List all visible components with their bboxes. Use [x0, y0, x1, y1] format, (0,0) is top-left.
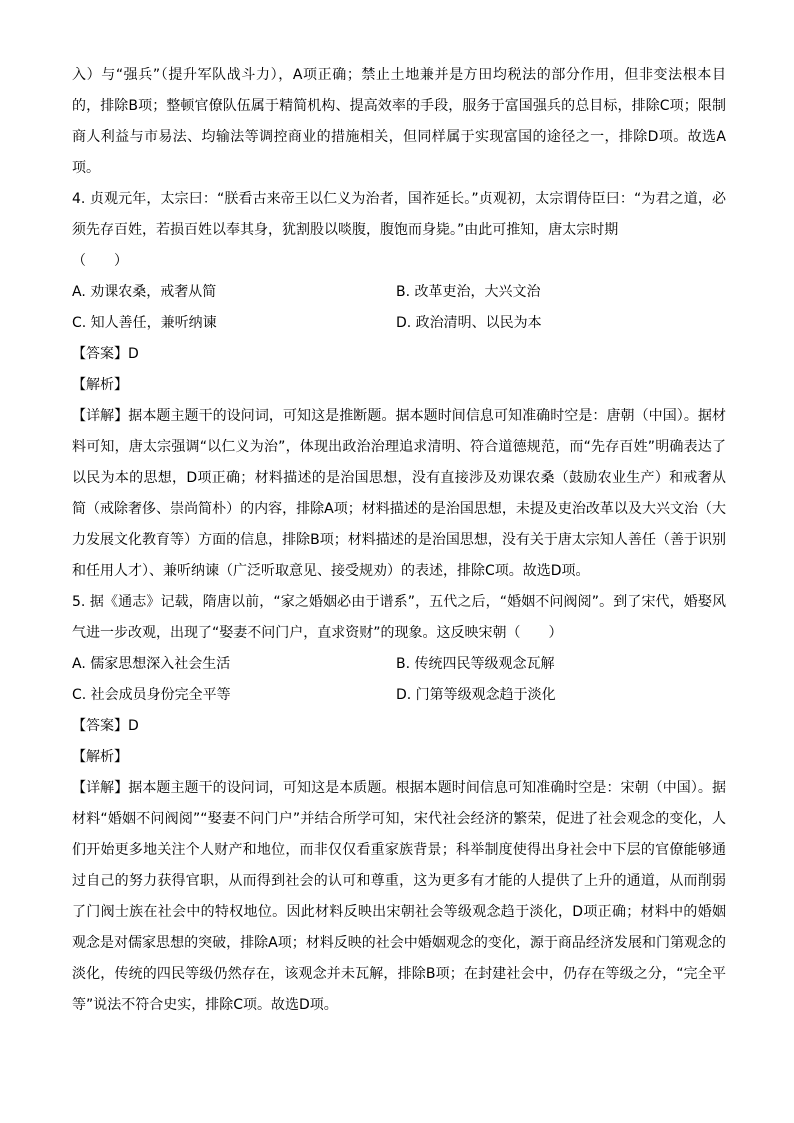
question-5-detail	[72, 773, 726, 1021]
question-5-analysis-label: 【解析】	[72, 749, 128, 765]
detail-text: 据本题主题干的设问词，可知这是推断题。据本题时间信息可知准确时空是：唐朝（中国）。据材料可知，唐太宗强调“以仁义为治”，体现出政治治理追求清明、符合道德规范，而“先存百姓”明确表达了以民为本的思想，D项正确；材料描述的是治国思想，没有直接涉及劝课农桑（鼓励农业生产）和戒奢从简（戒除奢侈、崇尚简朴）的内容，排除A项；材料描述的是治国思想，未提及吏治改革以及大兴文治（大力发展文化教育等）方面的信息，排除B项；材料描述的是治国思想，没有关于唐太宗知人善任（善于识别和任用人才）、兼听纳谏（广泛听取意见、接受规劝）的表述，排除C项。故选D项。	[72, 408, 727, 579]
question-4-answer-blank: （ ）	[72, 253, 128, 269]
question-5-option-b: B. 传统四民等级观念瓦解	[396, 656, 555, 672]
question-4-option-b: B. 改革吏治，大兴文治	[396, 284, 541, 300]
previous-analysis-continuation: 入）与“强兵”（提升军队战斗力），A项正确；禁止土地兼并是方田均税法的部分作用，但非变法根本目的，排除B项；整顿官僚队伍属于精简机构、提高效率的手段，服务于富国强兵的总目标，排除C项；限制商人利益与市易法、均输法等调控商业的措施相关，但同样属于实现富国的途径之一，排除D项。故选A项。	[72, 67, 726, 176]
answer-value: D	[128, 346, 139, 362]
question-5-option-a: A. 儒家思想深入社会生活	[72, 656, 231, 672]
question-4-detail	[72, 401, 726, 587]
answer-value: D	[128, 718, 139, 734]
detail-label: 【详解】	[72, 780, 129, 796]
question-4	[72, 184, 726, 587]
answer-label: 【答案】	[72, 718, 128, 734]
question-5-option-d: D. 门第等级观念趋于淡化	[396, 687, 556, 703]
question-5-option-c: C. 社会成员身份完全平等	[72, 687, 231, 703]
question-5-answer	[72, 711, 726, 742]
question-5	[72, 587, 726, 1021]
question-4-stem: 4. 贞观元年，太宗曰：“朕看古来帝王以仁义为治者，国祚延长。”贞观初，太宗谓侍臣曰：“为君之道，必须先存百姓，若损百姓以奉其身，犹割股以啖腹，腹饱而身毙。”由此可推知，唐太宗时期	[72, 191, 726, 238]
question-5-stem: 5. 据《通志》记载，隋唐以前，“家之婚姻必由于谱系”，五代之后，“婚姻不问阀阅”。到了宋代，婚娶风气进一步改观，出现了“娶妻不问门户，直求资财”的现象。这反映宋朝（ ）	[72, 594, 726, 641]
detail-label: 【详解】	[72, 408, 129, 424]
question-4-option-c: C. 知人善任，兼听纳谏	[72, 315, 217, 331]
detail-text: 据本题主题干的设问词，可知这是本质题。根据本题时间信息可知准确时空是：宋朝（中国）。据材料“婚姻不问阀阅”“娶妻不问门户”并结合所学可知，宋代社会经济的繁荣，促进了社会观念的变化，人们开始更多地关注个人财产和地位，而非仅仅看重家族背景；科举制度使得出身社会中下层的官僚能够通过自己的努力获得官职，从而得到社会的认可和尊重，这为更多有才能的人提供了上升的通道，从而削弱了门阀士族在社会中的特权地位。因此材料反映出宋朝社会等级观念趋于淡化，D项正确；材料中的婚姻观念是对儒家思想的突破，排除A项；材料反映的社会中婚姻观念的变化，源于商品经济发展和门第观念的淡化，传统的四民等级仍然存在，该观念并未瓦解，排除B项；在封建社会中，仍存在等级之分，“完全平等”说法不符合史实，排除C项。故选D项。	[72, 780, 727, 1013]
question-5-options	[72, 649, 726, 711]
question-4-answer	[72, 339, 726, 370]
document-page	[72, 60, 726, 1021]
question-4-option-d: D. 政治清明、以民为本	[396, 315, 542, 331]
question-4-option-a: A. 劝课农桑，戒奢从简	[72, 284, 217, 300]
question-4-options	[72, 277, 726, 339]
question-4-analysis-label: 【解析】	[72, 377, 128, 393]
answer-label: 【答案】	[72, 346, 128, 362]
